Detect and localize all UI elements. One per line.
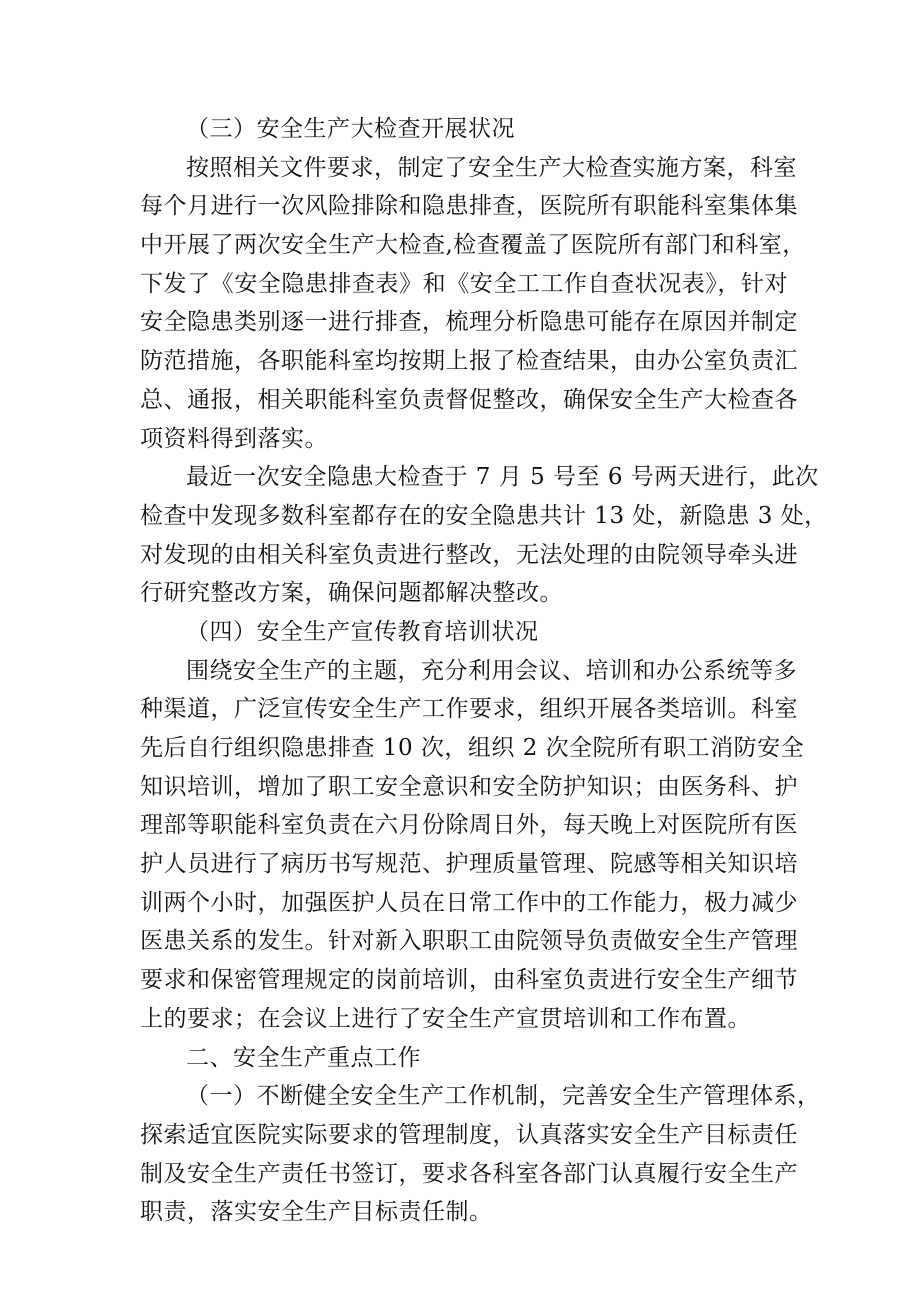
text-line: 按照相关文件要求，制定了安全生产大检查实施方案，科室	[186, 154, 797, 181]
text-line: （三）安全生产大检查开展状况	[186, 116, 515, 142]
text-line: （一）不断健全安全生产工作机制，完善安全生产管理体系，	[186, 1083, 821, 1110]
text-line: 种渠道，广泛宣传安全生产工作要求，组织开展各类培训。科室	[140, 696, 798, 723]
text-line: 每个月进行一次风险排除和隐患排查，医院所有职能科室集体集	[140, 193, 798, 220]
text-line: 总、通报，相关职能科室负责督促整改，确保安全生产大检查各	[140, 386, 798, 413]
text-line: 下发了《安全隐患排查表》和《安全工工作自查状况表》，针对	[140, 270, 788, 297]
text-line: 医患关系的发生。针对新入职职工由院领导负责做安全生产管理	[140, 928, 798, 955]
text-line: 二、安全生产重点工作	[186, 1044, 421, 1071]
text-line: 安全隐患类别逐一进行排查，梳理分析隐患可能存在原因并制定	[140, 309, 798, 336]
text-line: 探索适宜医院实际要求的管理制度，认真落实安全生产目标责任	[140, 1121, 798, 1148]
text-line: 训两个小时，加强医护人员在日常工作中的工作能力，极力减少	[140, 889, 798, 916]
document-page	[140, 110, 828, 1232]
text-line: 先后自行组织隐患排查 10 次，组织 2 次全院所有职工消防安全	[140, 735, 805, 761]
text-line: 上的要求；在会议上进行了安全生产宣贯培训和工作布置。	[140, 1005, 751, 1032]
text-line: 理部等职能科室负责在六月份除周日外，每天晚上对医院所有医	[140, 812, 798, 839]
text-line: （四）安全生产宣传教育培训状况	[186, 618, 539, 645]
text-line: 项资料得到落实。	[140, 425, 328, 452]
text-line: 最近一次安全隐患大检查于 7 月 5 号至 6 号两天进行，此次	[186, 464, 819, 491]
text-line: 检查中发现多数科室都存在的安全隐患共计 13 处，新隐患 3 处，	[140, 502, 828, 529]
text-line: 要求和保密管理规定的岗前培训，由科室负责进行安全生产细节	[140, 967, 798, 994]
text-line: 知识培训，增加了职工安全意识和安全防护知识；由医务科、护	[140, 773, 798, 800]
text-line: 护人员进行了病历书写规范、护理质量管理、院感等相关知识培	[140, 851, 798, 878]
text-line: 行研究整改方案，确保问题都解决整改。	[140, 580, 563, 607]
text-line: 防范措施，各职能科室均按期上报了检查结果，由办公室负责汇	[140, 348, 798, 375]
text-line: 中开展了两次安全生产大检查,检查覆盖了医院所有部门和科室，	[140, 232, 806, 259]
text-line: 围绕安全生产的主题，充分利用会议、培训和办公系统等多	[186, 657, 797, 684]
text-line: 制及安全生产责任书签订，要求各科室各部门认真履行安全生产	[140, 1160, 798, 1187]
text-line: 对发现的由相关科室负责进行整改，无法处理的由院领导牵头进	[140, 541, 798, 568]
text-line: 职责，落实安全生产目标责任制。	[140, 1199, 493, 1226]
